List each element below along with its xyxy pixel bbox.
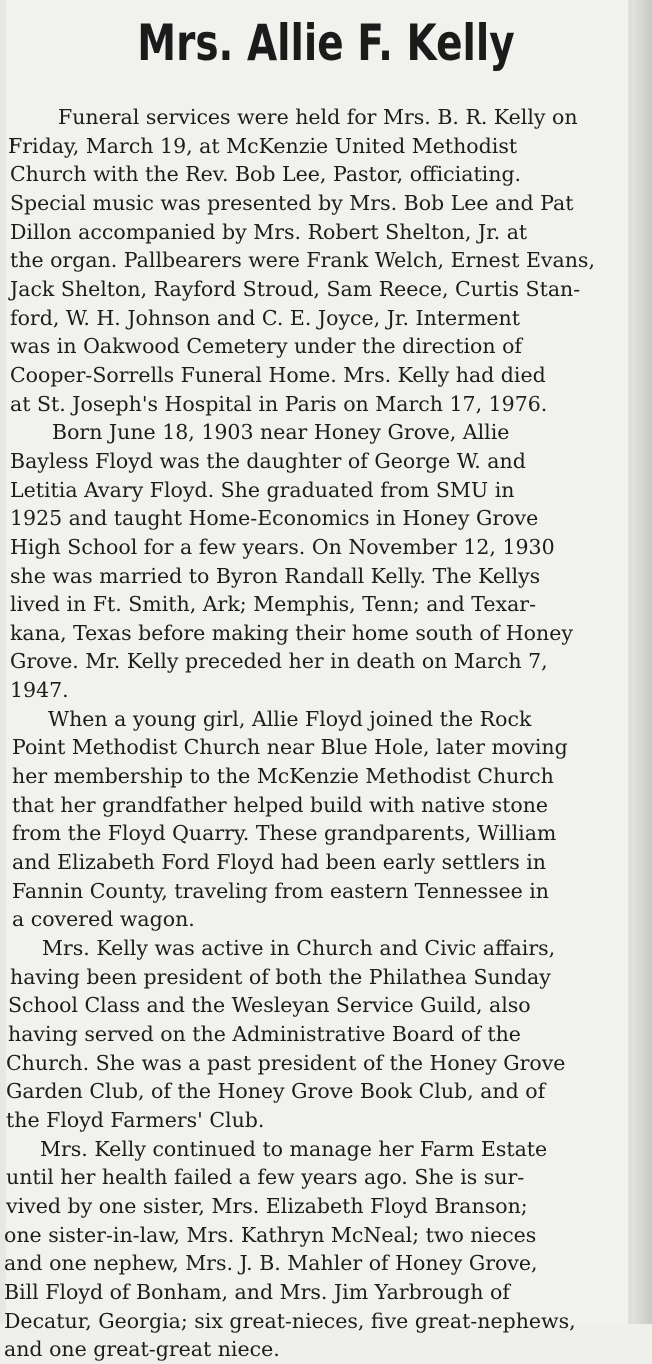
obituary-headline: Mrs. Allie F. Kelly: [137, 14, 515, 72]
text-line: Jack Shelton, Rayford Stroud, Sam Reece, Curtis Stan-: [10, 276, 581, 301]
obituary-paragraph: [4, 1135, 636, 1364]
text-line: Cooper-Sorrells Funeral Home. Mrs. Kelly had died: [10, 362, 546, 387]
text-line: a covered wagon.: [12, 907, 195, 932]
text-line: the organ. Pallbearers were Frank Welch, Ernest Evans,: [10, 248, 595, 273]
text-line: vived by one sister, Mrs. Elizabeth Floyd Branson;: [6, 1193, 528, 1218]
text-line: Friday, March 19, at McKenzie United Methodist: [8, 133, 518, 158]
obituary-paragraph: [12, 705, 636, 934]
text-line: High School for a few years. On November 12, 1930: [10, 534, 555, 559]
text-line: Funeral services were held for Mrs. B. R. Kelly on: [58, 105, 578, 129]
text-line: 1925 and taught Home-Economics in Honey Grove: [10, 506, 539, 531]
text-line: Bayless Floyd was the daughter of George W. and: [10, 448, 526, 473]
obituary-paragraph: [6, 934, 636, 1135]
text-line: When a young girl, Allie Floyd joined the Rock: [48, 706, 532, 731]
text-line: Grove. Mr. Kelly preceded her in death on March 7,: [10, 649, 548, 674]
text-line: Garden Club, of the Honey Grove Book Club, and of: [6, 1079, 546, 1104]
text-line: Special music was presented by Mrs. Bob Lee and Pat: [10, 190, 574, 215]
text-line: Mrs. Kelly continued to manage her Farm Estate: [40, 1136, 548, 1161]
text-line: kana, Texas before making their home south of Honey: [10, 620, 573, 645]
obituary-paragraph: [8, 103, 636, 418]
text-line: lived in Ft. Smith, Ark; Memphis, Tenn; and Texar-: [10, 592, 537, 617]
text-line: and one nephew, Mrs. J. B. Mahler of Honey Grove,: [4, 1251, 538, 1276]
text-line: having served on the Administrative Board of the: [8, 1022, 521, 1046]
text-line: she was married to Byron Randall Kelly. The Kellys: [10, 563, 541, 588]
text-line: her membership to the McKenzie Methodist Church: [12, 764, 554, 789]
text-line: and one great-great niece.: [4, 1337, 280, 1362]
text-line: Bill Floyd of Bonham, and Mrs. Jim Yarbrough of: [4, 1279, 510, 1304]
text-line: Decatur, Georgia; six great-nieces, five great-nephews,: [4, 1308, 576, 1333]
text-line: Born June 18, 1903 near Honey Grove, Allie: [52, 420, 510, 445]
text-line: Mrs. Kelly was active in Church and Civic affairs,: [42, 936, 556, 961]
text-line: Fannin County, traveling from eastern Tennessee in: [12, 878, 550, 903]
text-line: until her health failed a few years ago. She is sur-: [6, 1165, 525, 1190]
text-line: that her grandfather helped build with native stone: [12, 792, 549, 817]
text-line: the Floyd Farmers' Club.: [6, 1107, 265, 1132]
obituary-paragraph: [10, 418, 636, 705]
text-line: from the Floyd Quarry. These grandparents, William: [12, 821, 557, 846]
text-line: having been president of both the Philathea Sunday: [10, 964, 551, 989]
text-line: Church with the Rev. Bob Lee, Pastor, officiating.: [10, 162, 522, 187]
text-line: at St. Joseph's Hospital in Paris on March 17, 1976.: [10, 391, 548, 416]
text-line: ford, W. H. Johnson and C. E. Joyce, Jr. Interment: [10, 305, 520, 330]
text-line: Church. She was a past president of the Honey Grove: [6, 1050, 566, 1075]
text-line: Letitia Avary Floyd. She graduated from SMU in: [10, 477, 515, 502]
text-line: Dillon accompanied by Mrs. Robert Shelton, Jr. at: [10, 219, 528, 244]
text-line: one sister-in-law, Mrs. Kathryn McNeal; two nieces: [4, 1222, 537, 1247]
text-line: was in Oakwood Cemetery under the direction of: [10, 334, 522, 359]
text-line: Point Methodist Church near Blue Hole, later moving: [12, 735, 568, 760]
text-line: School Class and the Wesleyan Service Guild, also: [8, 993, 531, 1018]
text-line: 1947.: [10, 678, 69, 703]
text-line: and Elizabeth Ford Floyd had been early settlers in: [12, 850, 546, 875]
obituary-body: [4, 103, 636, 1364]
